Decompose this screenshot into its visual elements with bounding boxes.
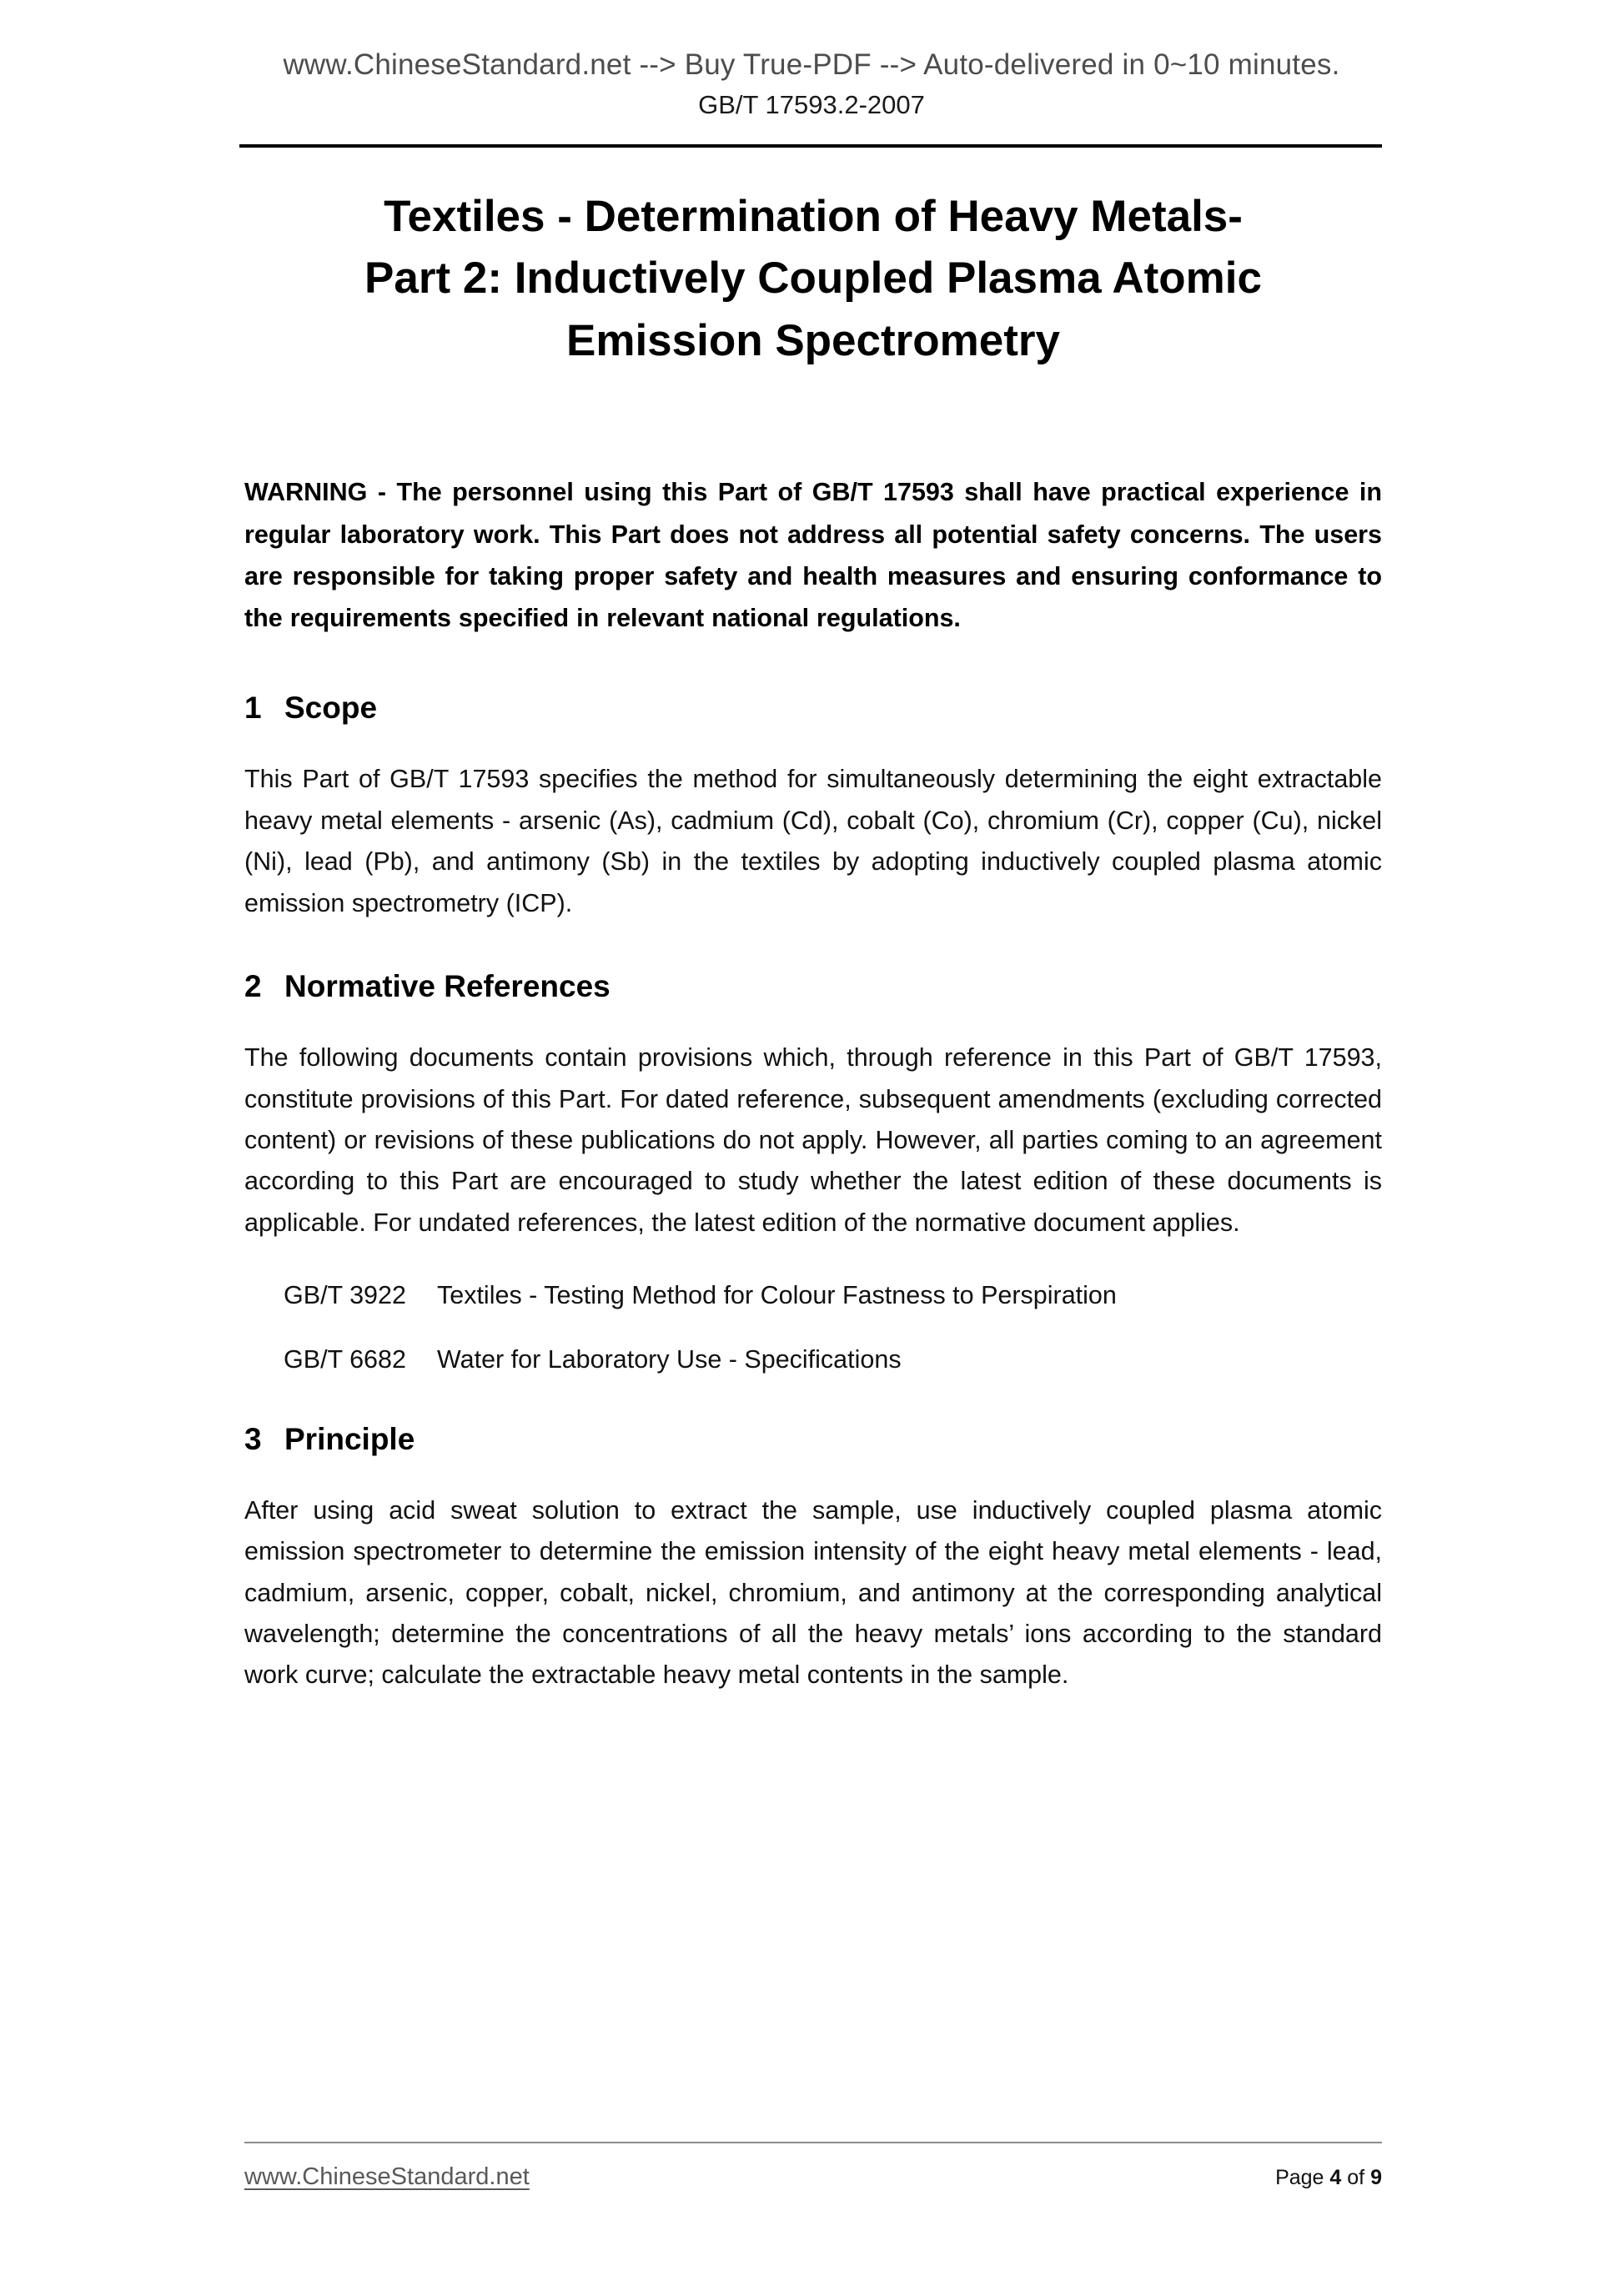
section-number-2: 2: [244, 969, 262, 1004]
footer-page-label: Page: [1275, 2166, 1324, 2189]
spacer: [244, 924, 1382, 969]
section-paragraph-principle: After using acid sweat solution to extract the sample, use inductively coupled plasma atomic emission spectrometer to determine the emission intensity of the eight heavy metal elements - lead, cadmium, arsenic, copper, cobalt, nickel, chromium, and antimony at the corresponding analytical wavelength; determine the concentrations of all the heavy metals’ ions according to the standard work curve; calculate the extractable heavy metal contents in the sample.: [244, 1495, 1382, 1690]
section-title-1: Scope: [284, 691, 378, 726]
section-paragraph-normative-references: The following documents contain provisions which, through reference in this Part of GB/T 17593, constitute provisions of this Part. For dated reference, subsequent amendments (excluding corrected content) or revisions of these publications do not apply. However, all parties coming to an agreement according to this Part are encouraged to study whether the latest edition of these documents is applicable. For undated references, the latest edition of the normative document applies.: [244, 1043, 1382, 1237]
section-number-3: 3: [244, 1421, 262, 1456]
reference-title-1: Textiles - Testing Method for Colour Fastness to Perspiration: [437, 1281, 1117, 1310]
spacer: [244, 1243, 1382, 1275]
footer-page-total: 9: [1370, 2166, 1382, 2189]
page-title: [244, 192, 1382, 366]
section-title-2: Normative References: [284, 969, 611, 1004]
footer-website-link[interactable]: www.ChineseStandard.net: [244, 2163, 530, 2190]
spacer: [244, 1004, 1382, 1037]
section-number-1: 1: [244, 691, 262, 726]
reference-code-1: GB/T 3922: [284, 1281, 406, 1310]
section-heading-normative-references: [244, 969, 1382, 1004]
reference-title-2: Water for Laboratory Use - Specifications: [437, 1344, 902, 1374]
header-divider-rule: [239, 144, 1382, 148]
page-title-line-1: Textiles - Determination of Heavy Metals-: [384, 192, 1243, 241]
spacer: [244, 1380, 1382, 1422]
section-title-3: Principle: [284, 1421, 415, 1456]
section-heading-scope: [244, 691, 1382, 726]
reference-item: [244, 1275, 1382, 1316]
page-title-line-3: Emission Spectrometry: [565, 315, 1061, 365]
spacer: [244, 1316, 1382, 1339]
reference-code-2: GB/T 6682: [284, 1344, 406, 1374]
reference-item: [244, 1339, 1382, 1380]
spacer: [244, 639, 1382, 691]
spacer: [244, 378, 1382, 471]
footer-page-of: of: [1347, 2166, 1365, 2189]
header-promo-tagline: www.ChineseStandard.net --> Buy True-PDF --> Auto-delivered in 0~10 minutes.: [283, 48, 1340, 81]
footer-divider-rule: [244, 2142, 1382, 2143]
document-content: [244, 192, 1382, 1696]
page-header: [0, 0, 1623, 120]
page-footer: [244, 2163, 1382, 2191]
page-title-line-2: Part 2: Inductively Coupled Plasma Atomic: [364, 254, 1262, 304]
footer-page-number: [1275, 2166, 1382, 2190]
spacer: [244, 726, 1382, 759]
warning-paragraph: WARNING - The personnel using this Part of GB/T 17593 shall have practical experience in regular laboratory work. This Part does not address all potential safety concerns. The users are responsible for taking proper safety and health measures and ensuring conformance to the requirements specified in relevant national regulations.: [244, 478, 1382, 633]
spacer: [244, 1457, 1382, 1490]
footer-page-current: 4: [1329, 2166, 1342, 2189]
section-paragraph-scope: This Part of GB/T 17593 specifies the method for simultaneously determining the eight extractable heavy metal elements - arsenic (As), cadmium (Cd), cobalt (Co), chromium (Cr), copper (Cu), nickel (Ni), lead (Pb), and antimony (Sb) in the textiles by adopting inductively coupled plasma atomic emission spectrometry (ICP).: [244, 765, 1382, 917]
section-heading-principle: [244, 1422, 1382, 1457]
header-standard-number: GB/T 17593.2-2007: [698, 90, 925, 119]
